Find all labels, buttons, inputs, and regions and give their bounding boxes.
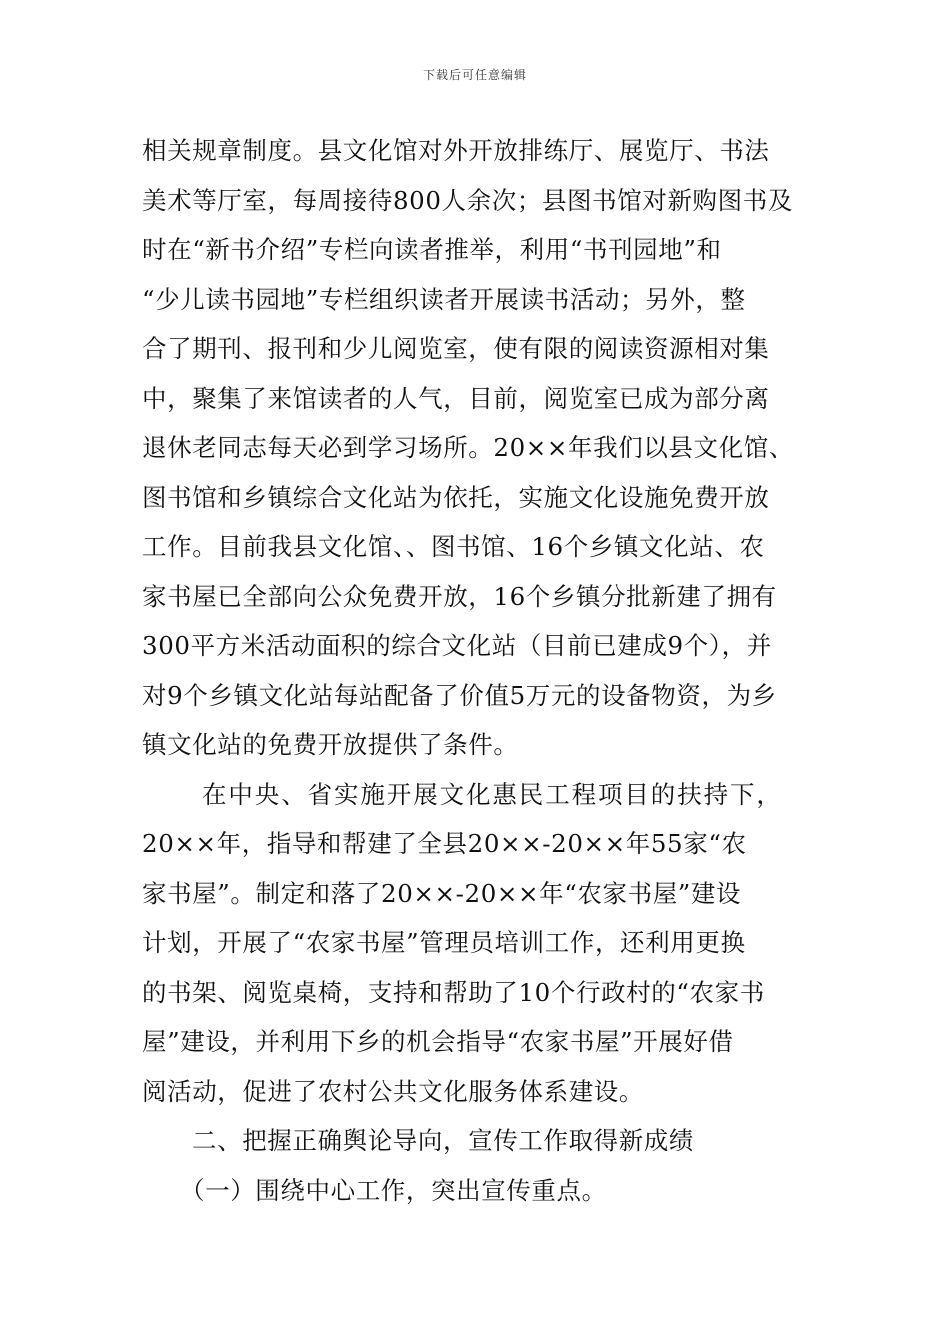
text-line: 退休老同志每天必到学习场所。20××年我们以县文化馆、: [142, 433, 794, 462]
text-line: “少儿读书园地”专栏组织读者开展读书活动；另外，整: [142, 284, 746, 314]
text-line: 中，聚集了来馆读者的人气，目前，阅览室已成为部分离: [142, 383, 770, 413]
text-line: 300平方米活动面积的综合文化站（目前已建成9个），并: [142, 631, 772, 660]
subsection-heading: （一）围绕中心工作，突出宣传重点。: [180, 1175, 607, 1205]
text-line: 家书屋已全部向公众免费开放，16个乡镇分批新建了拥有: [142, 581, 777, 611]
text-line: 相关规章制度。县文化馆对外开放排练厅、展览厅、书法: [142, 136, 770, 165]
text-line: 镇文化站的免费开放提供了条件。: [142, 730, 519, 759]
text-line: 20××年，指导和帮建了全县20××-20××年55家“农: [142, 829, 747, 858]
paragraph-start-line: 在中央、省实施开展文化惠民工程项目的扶持下，: [202, 779, 783, 809]
text-line: 家书屋”。制定和落了20××-20××年“农家书屋”建设: [142, 878, 742, 908]
text-line: 的书架、阅览桌椅，支持和帮助了10个行政村的“农家书: [142, 977, 765, 1007]
text-line: 合了期刊、报刊和少儿阅览室，使有限的阅读资源相对集: [142, 334, 770, 363]
text-line: 美术等厅室，每周接待800人余次；县图书馆对新购图书及: [142, 185, 793, 215]
text-line: 计划，开展了“农家书屋”管理员培训工作，还利用更换: [142, 928, 746, 957]
text-line: 时在“新书介绍”专栏向读者推举，利用“书刊园地”和: [142, 235, 722, 264]
text-line: 图书馆和乡镇综合文化站为依托，实施文化设施免费开放: [142, 482, 770, 512]
text-line: 阅活动，促进了农村公共文化服务体系建设。: [142, 1076, 644, 1106]
document-body: [142, 126, 822, 1215]
text-line: 对9个乡镇文化站每站配备了价值5万元的设备物资，为乡: [142, 680, 777, 710]
text-line: 屋”建设，并利用下乡的机会指导“农家书屋”开展好借: [142, 1027, 734, 1056]
header-note: 下载后可任意编辑: [422, 68, 527, 82]
section-heading: 二、把握正确舆论导向，宣传工作取得新成绩: [192, 1126, 694, 1155]
text-line: 工作。目前我县文化馆、、图书馆、16个乡镇文化站、农: [142, 532, 765, 561]
